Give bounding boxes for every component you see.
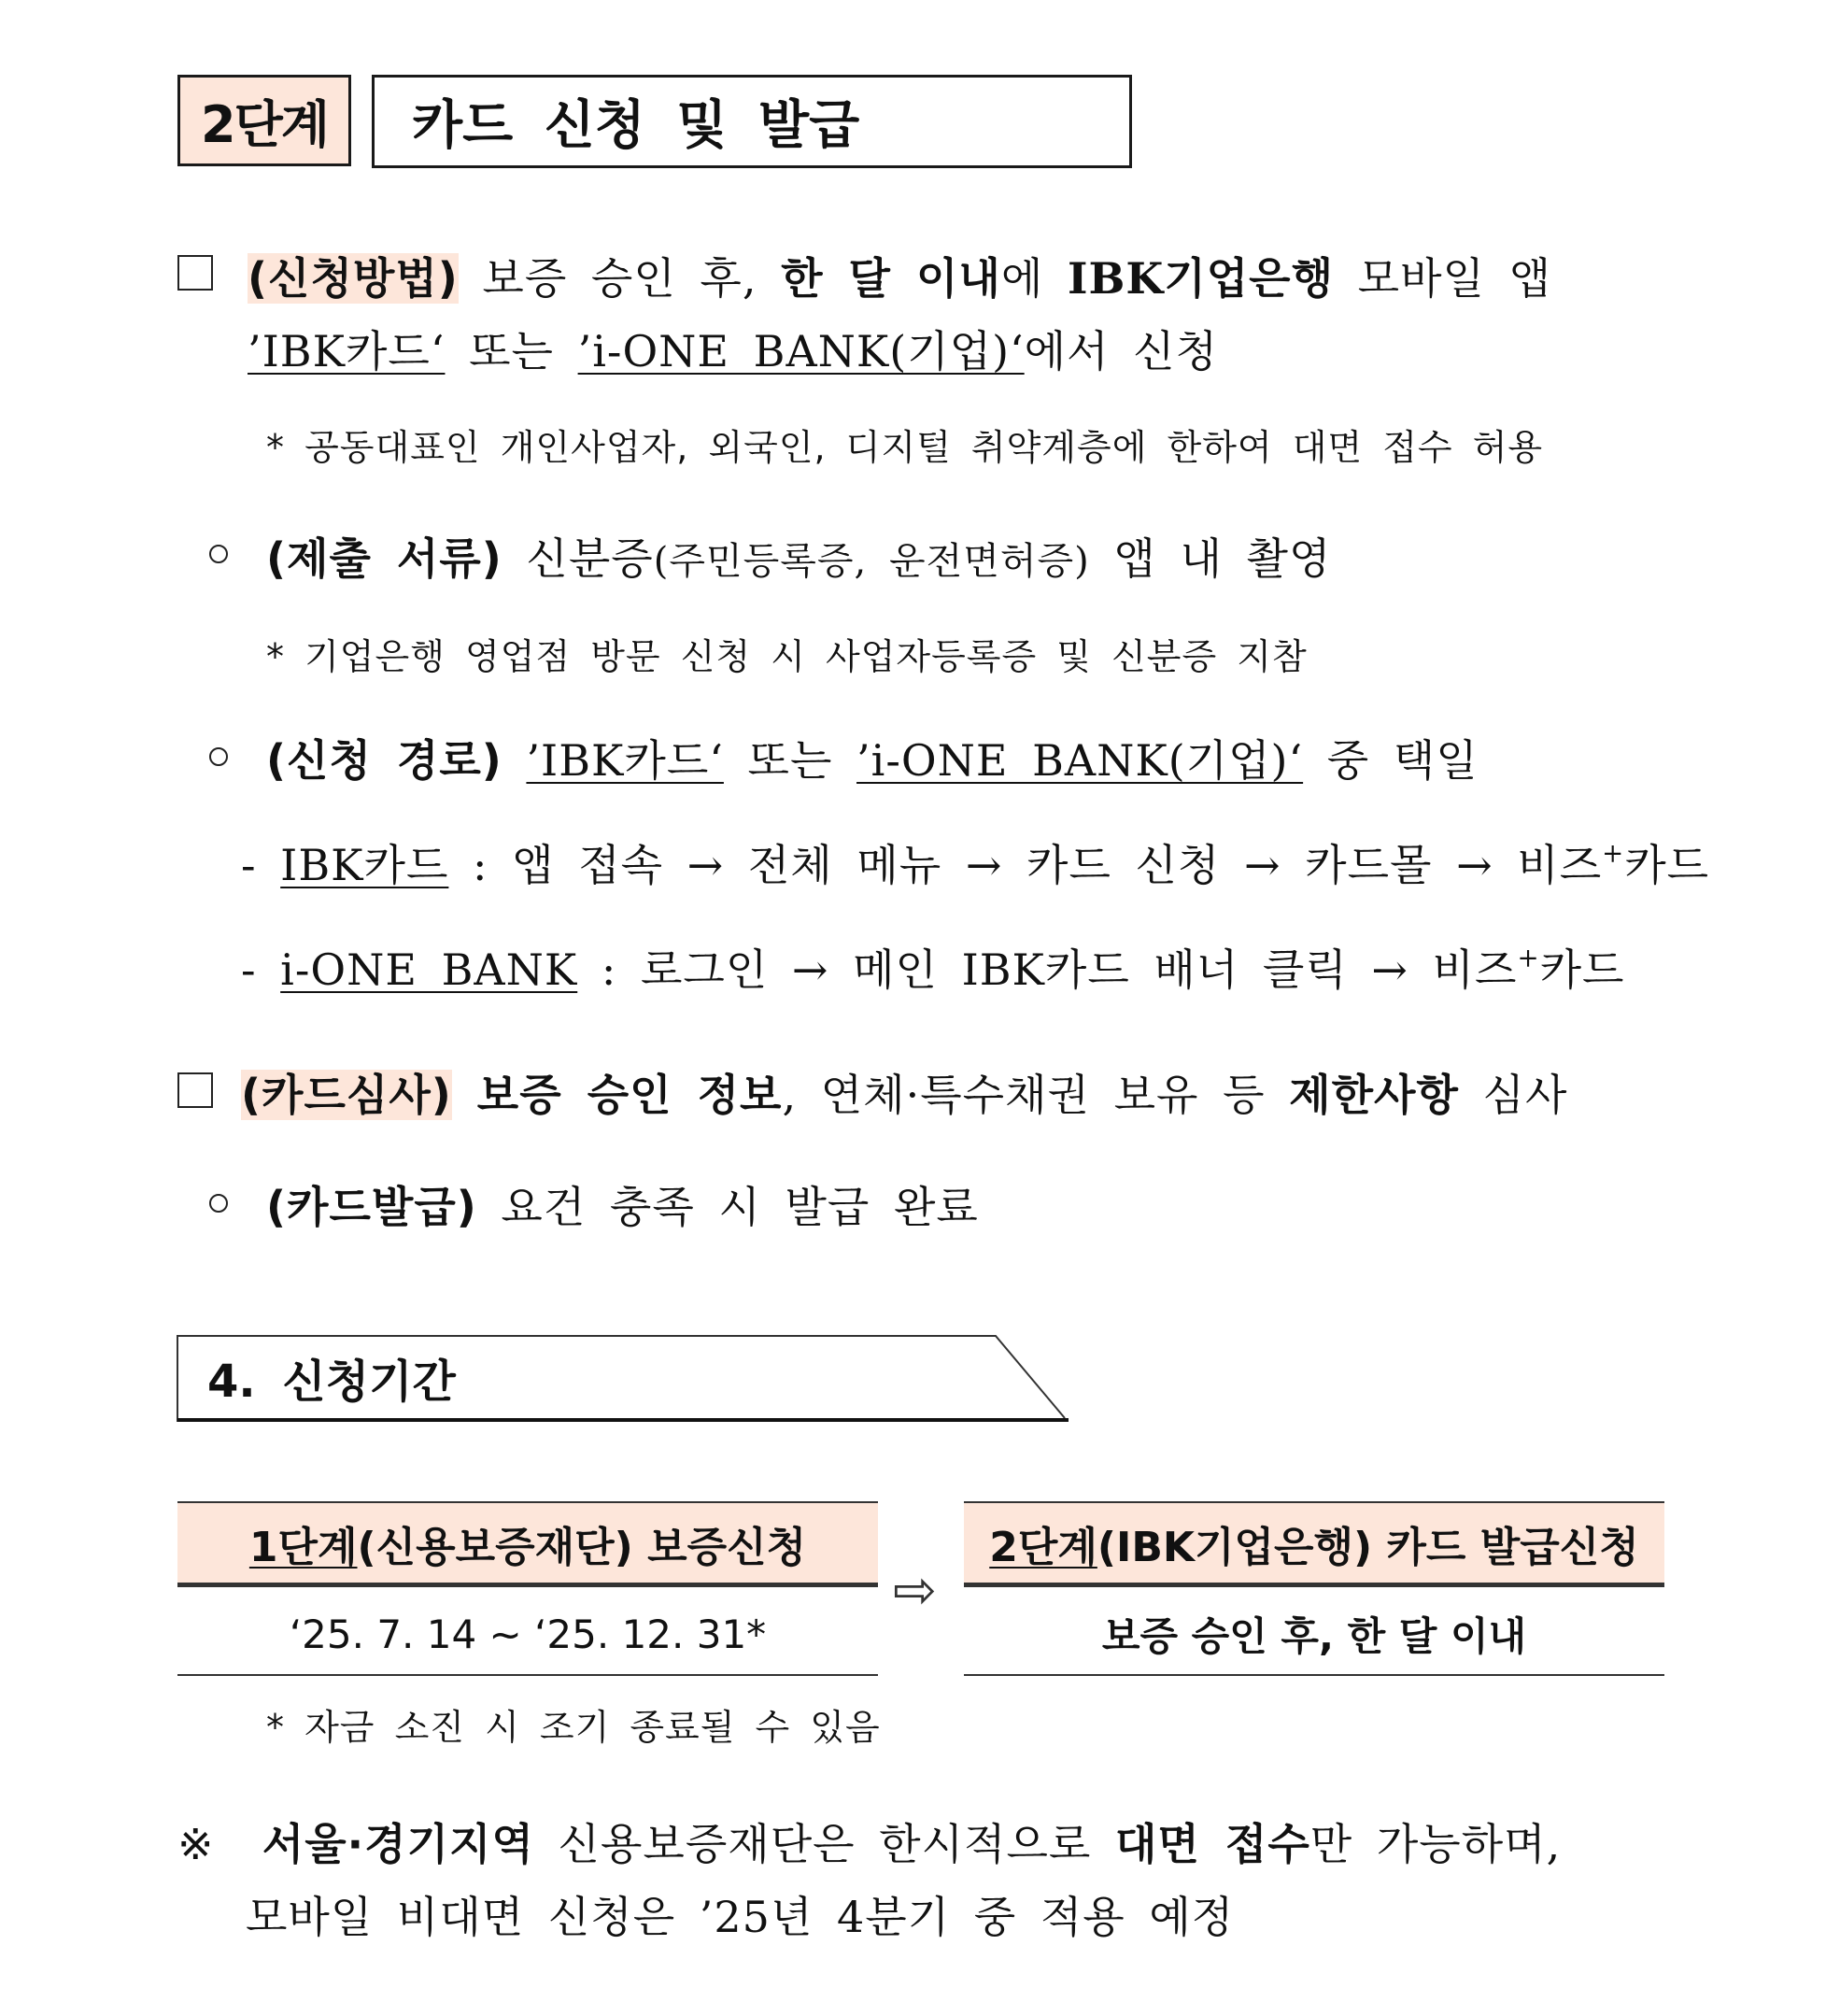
stage1-period: ‘25. 7. 14 ~ ‘25. 12. 31* — [177, 1594, 878, 1676]
bullet-circle-icon — [209, 545, 228, 563]
issue-label: (카드발급) — [266, 1182, 477, 1232]
reference-mark-icon: ※ — [177, 1819, 215, 1869]
apply-method-line1: (신청방법) 보증 승인 후, 한 달 이내에 IBK기업은행 모바일 앱 — [248, 253, 1552, 304]
documents-line: (제출 서류) 신분증(주민등록증, 운전면허증) 앱 내 촬영 — [266, 533, 1332, 584]
documents-note: * 기업은행 영업점 방문 신청 시 사업자등록증 및 신분증 지참 — [266, 636, 1308, 677]
issue-line: (카드발급) 요건 충족 시 발급 완료 — [266, 1182, 979, 1232]
review-line: (카드심사) 보증 승인 정보, 연체·특수채권 보유 등 제한사항 심사 — [241, 1070, 1568, 1120]
ione-bank-app-name: ’i-ONE BANK(기업)‘ — [577, 326, 1025, 376]
timeline-note: * 자금 소진 시 조기 종료될 수 있음 — [266, 1707, 881, 1748]
stage2-period: 보증 승인 후, 한 달 이내 — [964, 1594, 1664, 1676]
apply-method-label: (신청방법) — [248, 253, 459, 304]
apply-method-note: * 공동대표인 개인사업자, 외국인, 디지털 취약계층에 한하여 대면 접수 허용 — [266, 427, 1544, 468]
apply-method-line2: ’IBK카드‘ 또는 ’i-ONE BANK(기업)‘에서 신청 — [248, 326, 1219, 376]
footer-note-line1: ※ 서울·경기지역 신용보증재단은 한시적으로 대면 접수만 가능하며, — [177, 1819, 1562, 1869]
step-title: 카드 신청 및 발급 — [372, 75, 1132, 168]
checkbox-square-icon — [177, 255, 213, 291]
documents-label: (제출 서류) — [266, 533, 502, 584]
checkbox-square-icon — [177, 1072, 213, 1108]
review-label: (카드심사) — [241, 1070, 452, 1120]
route-item-ione: - i-ONE BANK : 로그인 → 메인 IBK카드 배너 클릭 → 비즈+카드 — [241, 942, 1625, 995]
route-label: (신청 경로) — [266, 735, 502, 786]
footer-note-line2: 모바일 비대면 신청은 ’25년 4분기 중 적용 예정 — [246, 1892, 1235, 1942]
route-line: (신청 경로) ’IBK카드‘ 또는 ’i-ONE BANK(기업)‘ 중 택일 — [266, 735, 1479, 786]
arrow-right-icon: ⇨ — [893, 1560, 937, 1621]
stage1-header: 1단계 (신용보증재단) 보증신청 — [177, 1501, 878, 1587]
stage2-header: 2단계 (IBK기업은행) 카드 발급신청 — [964, 1501, 1664, 1587]
section-title: 4. 신청기간 — [207, 1356, 456, 1408]
ibk-card-app-name: ’IBK카드‘ — [248, 326, 446, 376]
step-badge: 2단계 — [177, 75, 351, 166]
bullet-circle-icon — [209, 747, 228, 766]
route-item-ibk: - IBK카드 : 앱 접속 → 전체 메뉴 → 카드 신청 → 카드몰 → 비즈+카드 — [241, 837, 1710, 890]
bullet-circle-icon — [209, 1194, 228, 1213]
